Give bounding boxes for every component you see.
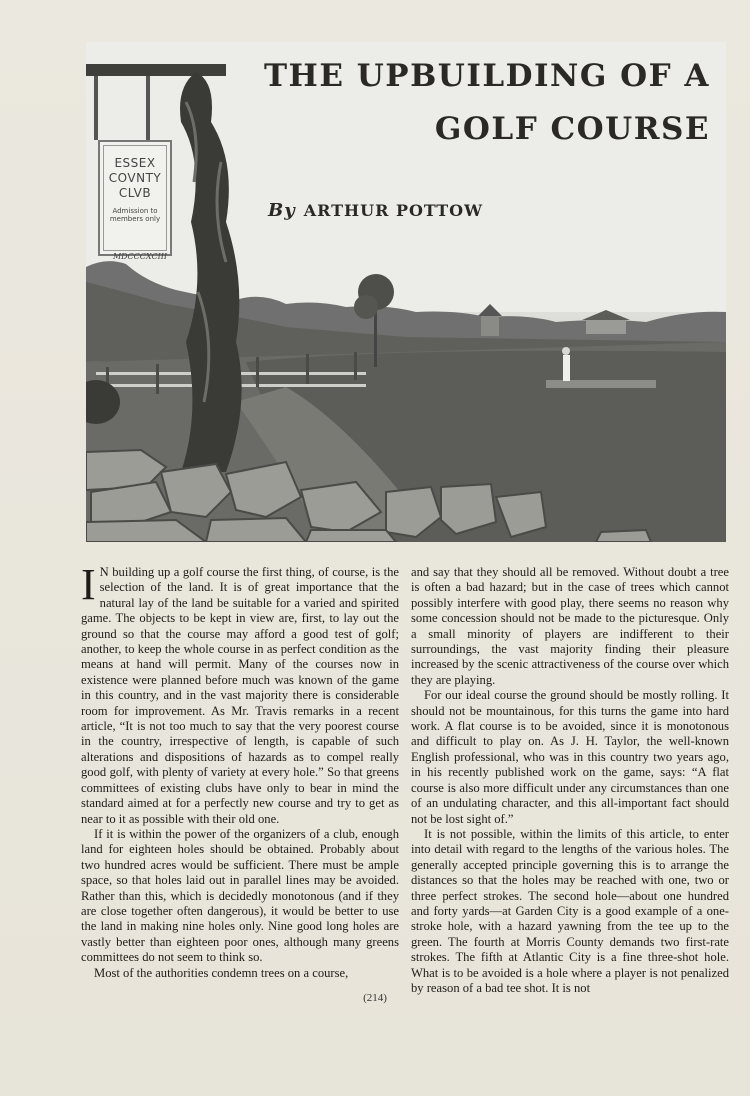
sign-line-2: COVNTY: [108, 171, 162, 185]
article-title: [150, 50, 710, 156]
paragraph: [81, 560, 399, 827]
sign-note: Admission to members only: [109, 207, 161, 223]
title-line-1: THE UPBUILDING OF A: [263, 58, 710, 94]
sign-date: MDCCCXCIII: [112, 252, 168, 261]
paragraph: For our ideal course the ground should be mostly rolling. It should not be mountainous, for this turns the game into hard work. A flat course is to be avoided, since it is monotonous and difficult to play on. As J. H. Taylor, the well-known English professional, who was in this country two years ago, in his recently published work on the game, says: “A flat course is also more difficult under any circumstances than one of an undulating character, and this all-important fact should not be lost sight of.”: [411, 688, 729, 826]
paragraph: If it is within the power of the organizers of a club, enough land for eighteen holes should be obtained. Probably about two hundred acres would be sufficient. There must be ample space, so that holes laid out in parallel lines may be avoided. Rather than this, which is decidedly monotonous (and if they are close together often dangerous), it would be better to use the land in making nine holes only. Nine good long holes are vastly better than eighteen poor ones, although many greens committees do not seem to think so.: [81, 826, 399, 965]
paragraph: and say that they should all be removed. Without doubt a tree is often a bad hazard; but in the case of trees which cannot possibly interfere with good play, there seems no reason why some concession should not be made to the picturesque. Only a small minority of players are indifferent to their surroundings, the vast majority finding their pleasure increased by the scenic attractiveness of the course over which they are playing.: [411, 565, 729, 687]
title-line-2: GOLF COURSE: [434, 111, 710, 147]
paragraph: It is not possible, within the limits of this article, to enter into detail with regard to the lengths of the various holes. The generally accepted principle governing this is to arrange the distances so that the holes may be reached with one, two or three perfect strokes. The second hole—about one hundred and forty yards—at Garden City is a good example of a one-stroke hole, with a hazard yawning from the tee up to the green. The fourth at Morris County demands two first-rate strokes. The fifth at Atlantic City is a fine three-shot hole. What is to be avoided is a hole where a player is not penalized by reason of a bad tee shot. It is not: [411, 826, 729, 995]
sign-line-3: CLVB: [118, 186, 152, 200]
page-number: (214): [363, 992, 387, 1004]
byline-by: By: [268, 200, 296, 221]
byline: [268, 200, 483, 221]
text-column-left: [81, 560, 399, 981]
text-column-right: [411, 565, 729, 996]
drop-cap: I: [81, 560, 96, 609]
paragraph-text: N building up a golf course the first thing, of course, is the selection of the land. It is of great importance that the natural lay of the land be suitable for a varied and spirited game. The objects to be kept in view are, first, to lay out the ground so that the course may afford a good test of golf; another, to keep the whole course in as perfect condition as the means at hand will permit. Many of the courses now in existence were planned before much was known of the game in this country, and in the vast majority there is considerable room for improvement. As Mr. Travis remarks in a recent article, “It is not too much to say that the very poorest course in the country, irrespective of length, is capable of such alterations and dispositions of hazards as to compel really good golf, with plenty of variety at every hole.” So that greens committees of existing clubs have only to bear in mind the standard aimed at for a perfectly new course and try to get as near to it as possible with their old one.: [81, 565, 399, 826]
paragraph: Most of the authorities condemn trees on a course,: [94, 965, 349, 980]
byline-author: ARTHUR POTTOW: [303, 201, 484, 220]
club-sign: [98, 140, 172, 256]
sign-line-1: ESSEX: [114, 156, 156, 170]
